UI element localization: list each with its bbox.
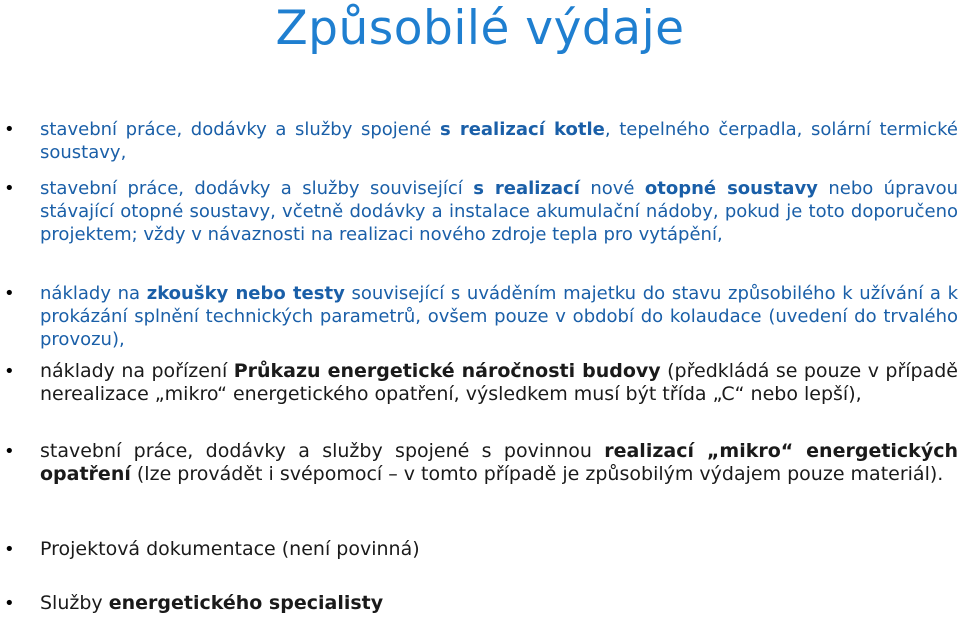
item-1-text: stavební práce, dodávky a služby spojené: [40, 119, 440, 140]
item-3-text-end: související s uváděním majetku do stavu způsobilého k užívání a k prokázání splnění technických parametrů, ovšem pouze v období do kolaudace (uvedení do trvalého provozu),: [40, 283, 959, 350]
item-3-text: náklady na: [40, 283, 147, 304]
bullet-item-4: [40, 360, 958, 406]
item-6-text: Projektová dokumentace (není povinná): [40, 538, 420, 560]
bullet-item-1: [40, 118, 958, 164]
item-4-text: náklady na pořízení: [40, 360, 234, 382]
bullet-item-3: [40, 282, 958, 351]
item-4-bold: Průkazu energetické náročnosti budovy: [233, 360, 661, 382]
item-7-bold: energetického specialisty: [108, 592, 384, 614]
item-2-text-mid: nové: [579, 178, 645, 199]
item-5-bold: realizací „mikro“ energetických opatření: [40, 440, 958, 485]
bullet-item-7: [40, 592, 958, 615]
item-3-bold: zkoušky nebo testy: [146, 283, 345, 304]
item-2-text: stavební práce, dodávky a služby související: [40, 178, 474, 199]
item-2-bold-1: s realizací: [473, 178, 580, 199]
item-5-text: stavební práce, dodávky a služby spojené s povinnou: [40, 440, 605, 462]
bullet-item-6: [40, 538, 958, 561]
item-5-text-end: (lze provádět i svépomocí – v tomto případě je způsobilým výdajem pouze materiál).: [130, 463, 944, 485]
item-4-text-end: (předkládá se pouze v případě nerealizace „mikro“ energetického opatření, výsledkem musí být třída „C“ nebo lepší),: [40, 360, 958, 405]
item-2-text-end: nebo úpravou stávající otopné soustavy, včetně dodávky a instalace akumulační nádoby, pokud je toto doporučeno projektem; vždy v návaznosti na realizaci nového zdroje tepla pro vytápění,: [40, 178, 959, 245]
item-1-bold: s realizací kotle: [439, 119, 605, 140]
item-2-bold-2: otopné soustavy: [644, 178, 818, 199]
slide-title: Způsobilé výdaje: [275, 1, 685, 56]
bullet-item-2: [40, 177, 958, 246]
item-1-text-end: , tepelného čerpadla, solární termické soustavy,: [40, 119, 958, 163]
item-7-text: Služby: [40, 592, 109, 614]
bullet-item-5: [40, 440, 958, 486]
